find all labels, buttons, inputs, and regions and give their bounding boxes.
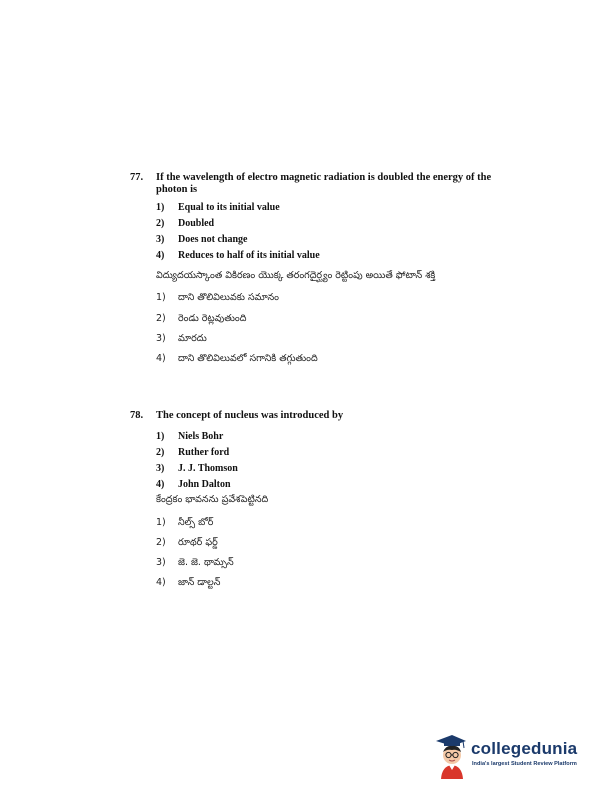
option-text: నీల్స్ బోర్ [178, 517, 214, 528]
student-mascot-icon [432, 733, 470, 781]
option-text: Ruther ford [178, 447, 230, 458]
logo-wordmark: collegedunia [471, 739, 578, 758]
option-number: 2) [156, 447, 165, 458]
option-number: 3) [156, 234, 165, 245]
option-text: Equal to its initial value [178, 202, 280, 213]
option-text: J. J. Thomson [178, 463, 238, 474]
option-text: రెండు రెట్లవుతుంది [178, 313, 247, 324]
q78-telugu-option-3 [156, 557, 234, 570]
option-number: 2) [156, 218, 165, 229]
option-text: జాన్ డాల్టన్ [178, 577, 221, 588]
question-78-number: 78. [130, 410, 144, 421]
q78-telugu-option-4 [156, 577, 220, 590]
question-78-text: The concept of nucleus was introduced by [156, 410, 344, 421]
q78-option-1 [156, 431, 223, 442]
option-number: 3) [156, 333, 166, 344]
q77-option-2 [156, 218, 214, 229]
q78-option-4 [156, 479, 231, 490]
option-number: 4) [156, 353, 166, 364]
option-number: 4) [156, 479, 165, 490]
q77-telugu-question: విద్యుదయస్కాంత వికిరణం యొక్క తరంగదైర్ఘ్యం రెట్టింపు అయితే ఫోటాన్ శక్తి [156, 270, 436, 281]
option-text: John Dalton [178, 479, 231, 490]
option-number: 4) [156, 577, 166, 588]
q77-telugu-option-2 [156, 313, 246, 326]
option-text: రూథర్ ఫర్డ్ [178, 537, 218, 548]
option-text: Doubled [178, 218, 215, 229]
option-text: Niels Bohr [178, 431, 224, 442]
q77-telugu-option-4 [156, 353, 318, 366]
option-text: దాని తొలివిలువలో సగానికి తగ్గుతుంది [178, 353, 318, 364]
q77-telugu-option-3 [156, 333, 207, 346]
option-number: 1) [156, 431, 165, 442]
q78-telugu-option-1 [156, 517, 213, 530]
q78-option-3 [156, 463, 238, 474]
option-text: Reduces to half of its initial value [178, 250, 320, 261]
q77-telugu-option-1 [156, 292, 279, 305]
option-number: 3) [156, 463, 165, 474]
question-77-line-1: If the wavelength of electro magnetic radiation is doubled the energy of the [156, 172, 492, 183]
option-text: జె. జె. థామ్సన్ [178, 557, 234, 568]
logo-tagline: India's largest Student Review Platform [472, 761, 577, 767]
q78-option-2 [156, 447, 229, 458]
option-text: మారదు [178, 333, 207, 344]
q77-option-1 [156, 202, 280, 213]
q78-telugu-question: కేంద్రకం భావనను ప్రవేశపెట్టినది [156, 494, 269, 505]
question-77-line-2: photon is [156, 184, 198, 195]
question-77-number: 77. [130, 172, 144, 183]
option-number: 2) [156, 313, 166, 324]
option-number: 1) [156, 517, 166, 528]
option-text: దాని తొలివిలువకు సమానం [178, 292, 279, 303]
option-number: 3) [156, 557, 166, 568]
option-text: Does not change [178, 234, 248, 245]
collegedunia-logo[interactable] [432, 733, 592, 781]
q77-option-3 [156, 234, 247, 245]
option-number: 1) [156, 202, 165, 213]
option-number: 4) [156, 250, 165, 261]
option-number: 2) [156, 537, 166, 548]
q78-telugu-option-2 [156, 537, 218, 550]
q77-option-4 [156, 250, 320, 261]
question-77-text [156, 172, 492, 196]
option-number: 1) [156, 292, 166, 303]
